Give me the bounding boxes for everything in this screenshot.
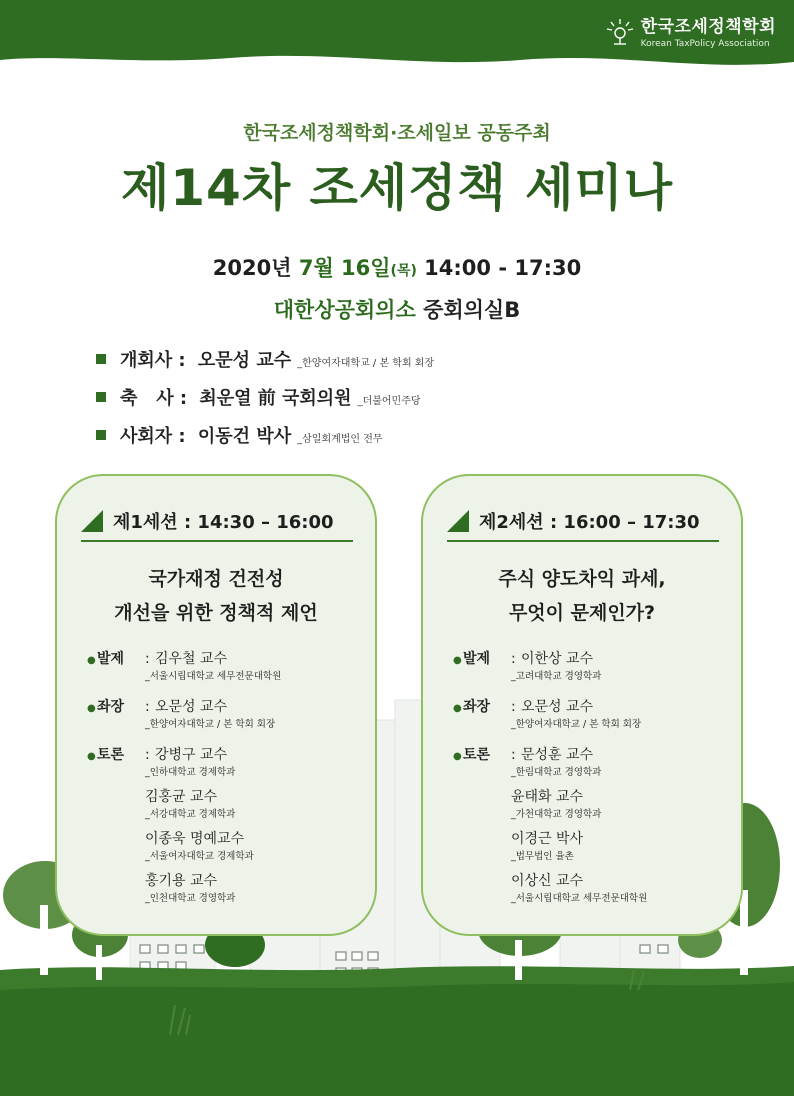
opening-roles bbox=[96, 346, 434, 460]
presenter-group: ● 발제 : 김우철 교수 _서울시립대학교 세무전문대학원 bbox=[87, 648, 367, 684]
chair-group: ● 좌장 : 오문성 교수 _한양여자대학교 / 본 학회 회장 bbox=[87, 696, 367, 732]
person-affiliation: _고려대학교 경영학과 bbox=[511, 671, 602, 682]
discussant bbox=[87, 870, 367, 906]
role-name: 오문성 교수 bbox=[197, 350, 292, 371]
dot-bullet-icon: ● bbox=[453, 703, 462, 714]
role-name: 최운열 前 국회의원 bbox=[199, 388, 352, 409]
person-affiliation: _서울여자대학교 경제학과 bbox=[145, 851, 254, 862]
role-note: _삼일회계법인 전무 bbox=[297, 434, 383, 445]
logo-english-name: Korean TaxPolicy Association bbox=[640, 39, 770, 49]
group-label: 발제 bbox=[97, 651, 125, 667]
session-topic bbox=[57, 562, 375, 630]
dot-bullet-icon: ● bbox=[87, 751, 96, 762]
dot-bullet-icon: ● bbox=[87, 655, 96, 666]
topic-line: 국가재정 건전성 bbox=[148, 568, 284, 590]
session-1-card bbox=[55, 474, 377, 936]
discussant bbox=[453, 870, 733, 906]
date-time: 14:00 - 17:30 bbox=[416, 256, 582, 280]
person-name: 이상신 교수 bbox=[511, 873, 584, 889]
group-label: 토론 bbox=[463, 747, 491, 763]
session-title: 제2세션 : 16:00 – 17:30 bbox=[479, 512, 700, 533]
discussant bbox=[453, 828, 733, 864]
discussant bbox=[87, 786, 367, 822]
person-affiliation: _법무법인 율촌 bbox=[511, 851, 574, 862]
role-moderator bbox=[96, 422, 434, 460]
role-congrats bbox=[96, 384, 434, 422]
person-affiliation: _서울시립대학교 세무전문대학원 bbox=[145, 671, 282, 682]
role-label: 사회자 : bbox=[120, 426, 192, 447]
event-date bbox=[0, 252, 794, 282]
person-name: 오문성 교수 bbox=[521, 699, 594, 715]
person-affiliation: _한양여자대학교 / 본 학회 회장 bbox=[511, 719, 642, 730]
dot-bullet-icon: ● bbox=[87, 703, 96, 714]
session-header bbox=[81, 502, 353, 542]
chair-group: ● 좌장 : 오문성 교수 _한양여자대학교 / 본 학회 회장 bbox=[453, 696, 733, 732]
dot-bullet-icon: ● bbox=[453, 751, 462, 762]
session-title: 제1세션 : 14:30 – 16:00 bbox=[113, 512, 334, 533]
person-affiliation: _서울시립대학교 세무전문대학원 bbox=[511, 893, 648, 904]
topic-line: 개선을 위한 정책적 제언 bbox=[114, 602, 318, 624]
person-affiliation: _한림대학교 경영학과 bbox=[511, 767, 602, 778]
square-bullet-icon bbox=[96, 392, 106, 402]
person-affiliation: _서강대학교 경제학과 bbox=[145, 809, 236, 820]
topic-line: 주식 양도차익 과세, bbox=[498, 568, 666, 590]
discussant bbox=[87, 828, 367, 864]
venue-place: 대한상공회의소 bbox=[273, 298, 416, 322]
group-label: 좌장 bbox=[97, 699, 125, 715]
role-note: _한양여자대학교 / 본 학회 회장 bbox=[297, 358, 435, 369]
person-name: 강병구 교수 bbox=[155, 747, 228, 763]
speaker-list bbox=[87, 648, 367, 918]
date-weekday: (목) bbox=[390, 263, 417, 279]
session-header bbox=[447, 502, 719, 542]
triangle-icon bbox=[81, 510, 103, 532]
triangle-icon bbox=[447, 510, 469, 532]
discussant-group: ● 토론 : 강병구 교수 _인하대학교 경제학과 김홍균 교수 _서강대학교 경제학과 이종욱 명예교수 _서울여자대학교 경제학과 홍기용 교수 _인천대학교 경영학과 bbox=[87, 744, 367, 906]
group-label: 토론 bbox=[97, 747, 125, 763]
date-month-day: 7월 16일 bbox=[298, 256, 391, 280]
person-name: 윤태화 교수 bbox=[511, 789, 584, 805]
session-2-card bbox=[421, 474, 743, 936]
person-name: 홍기용 교수 bbox=[145, 873, 218, 889]
session-topic bbox=[423, 562, 741, 630]
presenter-group: ● 발제 : 이한상 교수 _고려대학교 경영학과 bbox=[453, 648, 733, 684]
person-affiliation: _인천대학교 경영학과 bbox=[145, 893, 236, 904]
person-name: 이경근 박사 bbox=[511, 831, 584, 847]
discussant bbox=[453, 786, 733, 822]
role-note: _더불어민주당 bbox=[357, 396, 421, 407]
group-label: 좌장 bbox=[463, 699, 491, 715]
speaker-list bbox=[453, 648, 733, 918]
discussant-group: ● 토론 : 문성훈 교수 _한림대학교 경영학과 윤태화 교수 _가천대학교 경영학과 이경근 박사 _법무법인 율촌 이상신 교수 _서울시립대학교 세무전문대학원 bbox=[453, 744, 733, 906]
person-name: 이종욱 명예교수 bbox=[145, 831, 245, 847]
event-venue bbox=[0, 294, 794, 324]
role-name: 이동건 박사 bbox=[197, 426, 292, 447]
date-year: 2020년 bbox=[212, 256, 299, 280]
role-opening bbox=[96, 346, 434, 384]
logo-emblem-icon bbox=[605, 16, 635, 46]
person-affiliation: _가천대학교 경영학과 bbox=[511, 809, 602, 820]
person-name: 김홍균 교수 bbox=[145, 789, 218, 805]
square-bullet-icon bbox=[96, 354, 106, 364]
person-name: 김우철 교수 bbox=[155, 651, 228, 667]
association-logo bbox=[605, 12, 776, 49]
person-name: 오문성 교수 bbox=[155, 699, 228, 715]
role-label: 축 사 : bbox=[120, 388, 194, 409]
group-label: 발제 bbox=[463, 651, 491, 667]
square-bullet-icon bbox=[96, 430, 106, 440]
organizers: 한국조세정책학회·조세일보 공동주최 bbox=[243, 122, 551, 144]
person-affiliation: _한양여자대학교 / 본 학회 회장 bbox=[145, 719, 276, 730]
role-label: 개회사 : bbox=[120, 350, 192, 371]
person-name: 이한상 교수 bbox=[521, 651, 594, 667]
venue-room: 중회의실B bbox=[415, 298, 521, 322]
topic-line: 무엇이 문제인가? bbox=[508, 602, 656, 624]
dot-bullet-icon: ● bbox=[453, 655, 462, 666]
person-affiliation: _인하대학교 경제학과 bbox=[145, 767, 236, 778]
logo-korean-name: 한국조세정책학회 bbox=[640, 17, 776, 37]
page-title: 제14차 조세정책 세미나 bbox=[120, 159, 674, 217]
person-name: 문성훈 교수 bbox=[521, 747, 594, 763]
